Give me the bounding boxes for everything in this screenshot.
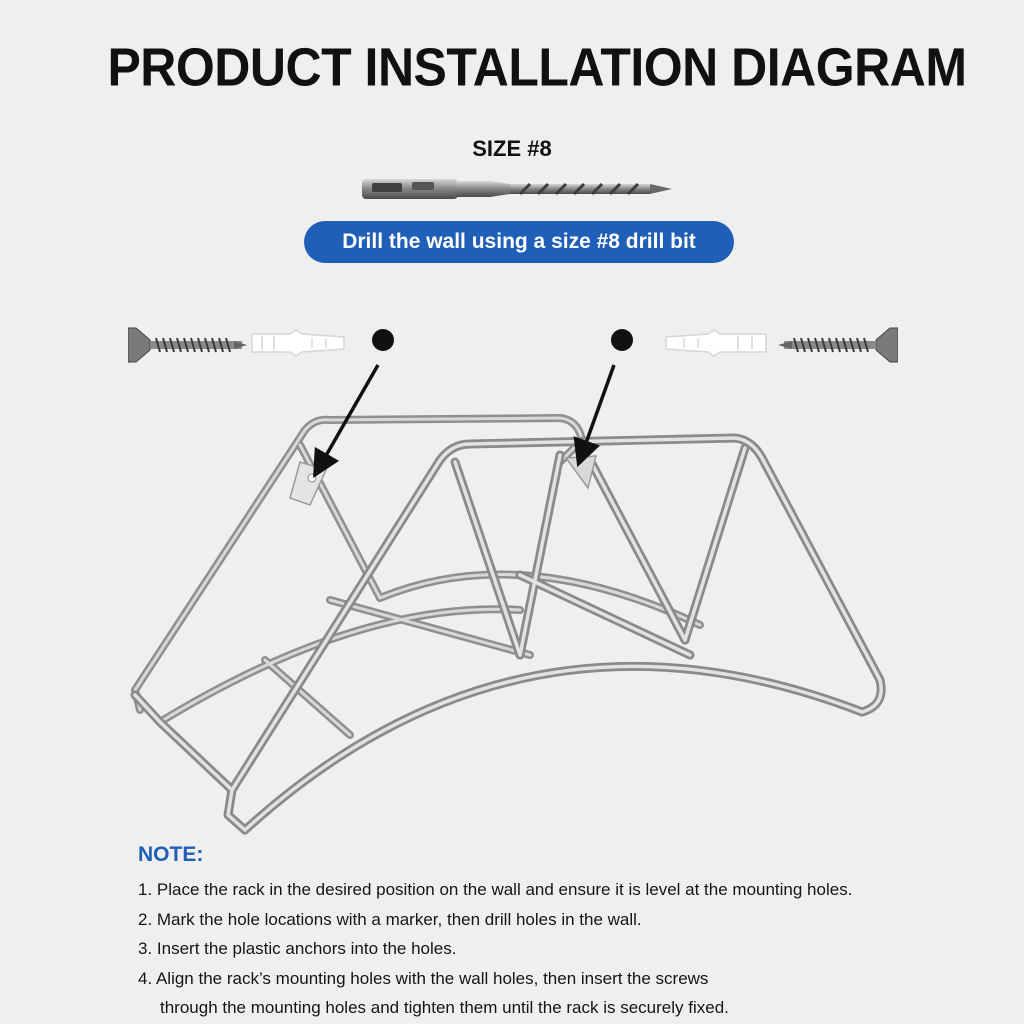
mounting-hole-dot-icon	[372, 329, 394, 351]
mounting-tab	[290, 462, 326, 505]
installation-steps-list	[138, 875, 998, 1023]
page-title: PRODUCT INSTALLATION DIAGRAM	[107, 36, 967, 98]
note-heading: NOTE:	[138, 843, 204, 866]
installation-step-continued: through the mounting holes and tighten them until the rack is securely fixed.	[160, 998, 729, 1017]
mounting-tab	[566, 456, 596, 488]
drill-instruction-badge: Drill the wall using a size #8 drill bit	[304, 221, 734, 263]
wire-rack-illustration	[0, 300, 1024, 840]
installation-step: 2. Mark the hole locations with a marker, then drill holes in the wall.	[138, 909, 642, 929]
installation-step: 3. Insert the plastic anchors into the holes.	[138, 939, 457, 958]
pointer-arrow-icon	[320, 365, 378, 466]
drill-size-label: SIZE #8	[472, 136, 552, 161]
mounting-hole-dot-icon	[611, 329, 633, 351]
installation-step: 1. Place the rack in the desired position on the wall and ensure it is level at the mounting holes.	[138, 880, 853, 899]
drill-bit-icon	[360, 172, 676, 206]
installation-step: 4. Align the rack’s mounting holes with the wall holes, then insert the screws	[138, 968, 709, 988]
